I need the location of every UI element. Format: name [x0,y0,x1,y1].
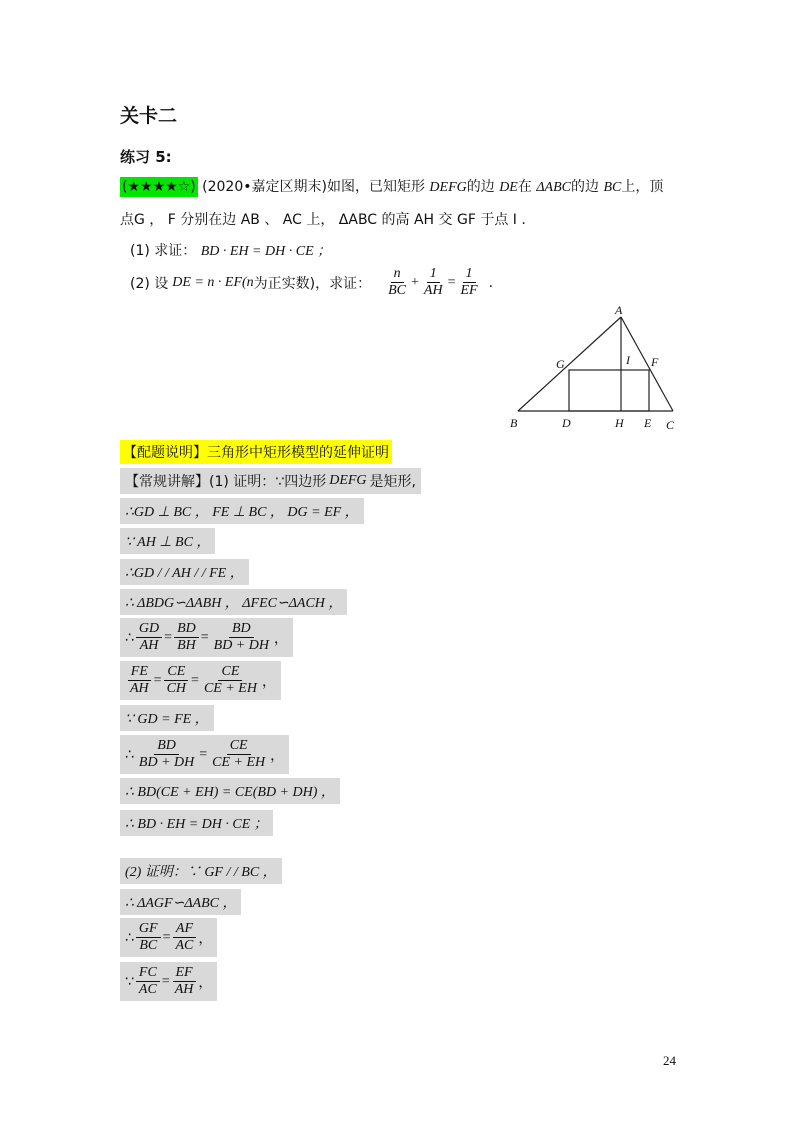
problem-line-1 [120,176,663,197]
exercise-label: 练习 5: [120,148,172,166]
q2-text: 为正实数)，求证： [253,275,372,292]
numerator: CE [218,664,242,681]
q2-expr: DE = n · EF(n [172,274,254,290]
numerator: CE [164,664,188,681]
solution-line: ∴ BD(CE + EH) = CE(BD + DH) ， [120,778,340,804]
therefore-symbol: ∴ [125,629,134,646]
solution-fraction-line: ∴ $\frac{BD}{BD + DH}$ = $\frac{CE}{CE + EH}$ ， [120,735,289,774]
topic-note: 【配题说明】三角形中矩形模型的延伸证明 [120,440,392,464]
fraction [211,621,272,654]
numerator: GF [136,921,161,938]
fraction [421,266,446,299]
solution-intro [120,468,421,494]
because-symbol: ∵ [125,973,134,990]
fraction [136,738,197,771]
period: . [488,274,494,291]
comma: ， [198,930,213,947]
denominator: AH [139,638,159,653]
fraction [172,965,197,998]
var-abc: ΔABC [536,180,571,195]
numerator: AF [173,921,196,938]
problem-source: (2020•嘉定区期末)如图，已知矩形 [202,179,425,195]
solution-line: ∵ AH ⊥ BC ， [120,528,215,554]
label-d: D [562,416,571,430]
solution-fraction-line: ∴ $\frac{GD}{AH}$ = $\frac{BD}{BH}$ = $\frac{BD}{BD + DH}$ ， [120,618,293,657]
question-2: (2) 设 DE = n · EF(n 为正实数)，求证： $\frac{n}{BC}$ + $\frac{1}{AH}$ = $\frac{1}{EF}$ . [130,266,494,298]
difficulty-stars: (★★★★☆) [122,179,196,195]
denominator: EF [460,283,478,298]
var-bc: BC [603,180,622,195]
numerator: GD [136,621,162,638]
comma: ， [261,673,276,690]
denominator: BC [139,938,158,953]
label-h: H [615,416,624,430]
denominator: CE + EH [203,681,257,696]
denominator: BH [177,638,196,653]
text: 【常规讲解】(1) 证明：∵四边形 [125,474,327,490]
label-g: G [556,357,565,371]
denominator: AH [130,681,149,696]
var-defg: DEFG [429,180,467,195]
text: 的边 [466,179,495,195]
text: 上，顶 [621,179,664,195]
numerator: BD [174,621,199,638]
label-a: A [615,303,623,317]
var-de: DE [499,180,518,195]
numerator: n [391,266,404,283]
solution-fraction-line: ∵ $\frac{FC}{AC}$ = $\frac{EF}{AH}$ ， [120,962,217,1001]
comma: ， [273,630,288,647]
numerator: 1 [463,266,476,283]
therefore-symbol: ∴ [125,746,134,763]
q1-expr: BD · EH = DH · CE ； [200,244,332,259]
page-number: 24 [663,1053,676,1068]
text: 是矩形, [369,474,416,490]
text: 在 [517,179,532,195]
denominator: AC [138,982,157,997]
text: 的边 [570,179,599,195]
solution-line: ∴ BD · EH = DH · CE ； [120,810,273,836]
triangle-figure [500,300,690,440]
denominator: AH [423,283,443,298]
label-f: F [651,355,659,369]
solution-line: ∴ ΔBDG∽ΔABH ， ΔFEC∽ΔACH ， [120,589,347,615]
numerator: 1 [427,266,440,283]
denominator: AH [174,982,194,997]
comma: ， [270,747,285,764]
numerator: CE [227,738,251,755]
fraction [127,664,152,697]
fraction [173,921,197,954]
comma: ， [198,974,213,991]
denominator: AC [175,938,194,953]
fraction [174,621,199,654]
fraction [136,621,162,654]
label-e: E [644,416,652,430]
denominator: CE + EH [212,755,266,770]
therefore-symbol: ∴ [125,929,134,946]
level-title: 关卡二 [120,105,178,127]
rectangle-defg [569,370,649,411]
var-defg: DEFG [329,473,367,488]
solution-fraction-line: $\frac{FE}{AH}$ = $\frac{CE}{CH}$ = $\frac{CE}{CE + EH}$ ， [120,661,281,700]
label-b: B [510,416,518,430]
fraction [209,738,268,771]
fraction [164,664,189,697]
fraction [136,921,161,954]
question-1 [130,240,331,260]
denominator: BD + DH [213,638,269,653]
solution-line: ∴GD / / AH / / FE ， [120,559,249,585]
fraction [136,965,160,998]
numerator: BD [229,621,254,638]
solution-line: ∵ GD = FE ， [120,705,214,731]
fraction [201,664,260,697]
denominator: BC [388,283,407,298]
label-i: I [626,353,630,367]
label-c: C [666,418,675,432]
solution-fraction-line: ∴ $\frac{GF}{BC}$ = $\frac{AF}{AC}$ ， [120,918,217,957]
numerator: BD [154,738,179,755]
denominator: BD + DH [138,755,195,770]
numerator: FC [136,965,160,982]
solution-line: ∴GD ⊥ BC ， FE ⊥ BC ， DG = EF ， [120,498,364,524]
q2-label: (2) 设 [130,275,169,292]
fraction [458,266,481,299]
q1-label: (1) 求证： [130,243,197,259]
numerator: FE [128,664,151,681]
fraction [385,266,409,299]
solution-line: ∴ ΔAGF∽ΔABC ， [120,889,241,915]
solution-line: (2) 证明：∵ GF / / BC ， [120,858,282,884]
problem-line-2: 点G ， F 分别在边 AB 、 AC 上， ΔABC 的高 AH 交 GF 于点 I . [120,212,526,228]
numerator: EF [173,965,196,982]
denominator: CH [166,681,187,696]
